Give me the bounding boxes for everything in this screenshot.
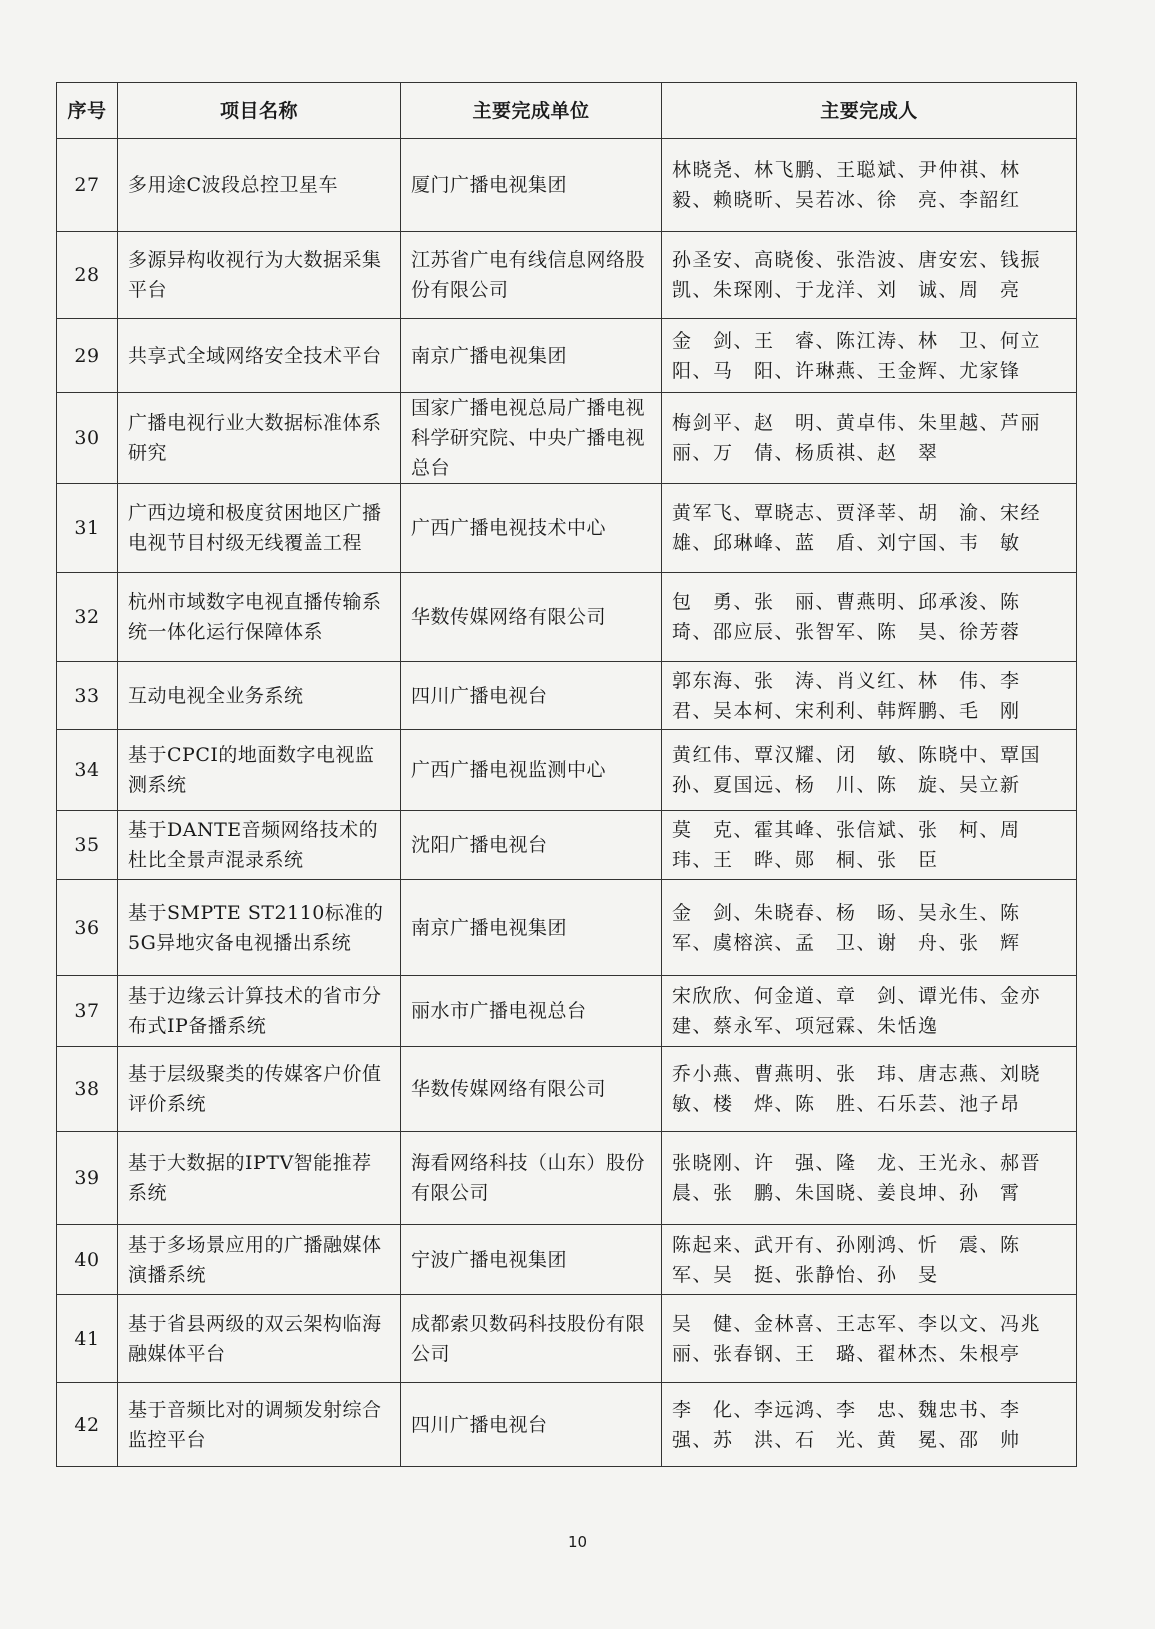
cell-project-name: 基于CPCI的地面数字电视监测系统 xyxy=(118,730,401,811)
cell-unit: 四川广播电视台 xyxy=(401,662,662,730)
table-row xyxy=(57,319,1077,393)
cell-unit: 华数传媒网络有限公司 xyxy=(401,573,662,662)
cell-project-name: 多用途C波段总控卫星车 xyxy=(118,139,401,232)
cell-project-name: 基于音频比对的调频发射综合监控平台 xyxy=(118,1383,401,1467)
cell-unit: 沈阳广播电视台 xyxy=(401,811,662,880)
cell-no: 42 xyxy=(57,1383,118,1467)
page-number: 10 xyxy=(567,1533,588,1551)
table-header-row xyxy=(57,83,1077,139)
cell-no: 38 xyxy=(57,1047,118,1132)
cell-project-name: 杭州市域数字电视直播传输系统一体化运行保障体系 xyxy=(118,573,401,662)
table-row xyxy=(57,880,1077,976)
header-no: 序号 xyxy=(57,83,118,139)
cell-project-name: 广播电视行业大数据标准体系研究 xyxy=(118,393,401,484)
table-body xyxy=(57,139,1077,1467)
cell-people: 莫 克、霍其峰、张信斌、张 柯、周 玮、王 晔、郧 桐、张 臣 xyxy=(662,811,1077,880)
cell-unit: 广西广播电视监测中心 xyxy=(401,730,662,811)
table-row xyxy=(57,662,1077,730)
header-unit: 主要完成单位 xyxy=(401,83,662,139)
cell-project-name: 基于省县两级的双云架构临海融媒体平台 xyxy=(118,1295,401,1383)
cell-people: 包 勇、张 丽、曹燕明、邱承浚、陈 琦、邵应辰、张智军、陈 昊、徐芳蓉 xyxy=(662,573,1077,662)
table-row xyxy=(57,1383,1077,1467)
cell-unit: 宁波广播电视集团 xyxy=(401,1225,662,1295)
cell-project-name: 互动电视全业务系统 xyxy=(118,662,401,730)
header-name: 项目名称 xyxy=(118,83,401,139)
cell-no: 35 xyxy=(57,811,118,880)
cell-no: 39 xyxy=(57,1132,118,1225)
cell-unit: 国家广播电视总局广播电视科学研究院、中央广播电视总台 xyxy=(401,393,662,484)
cell-unit: 海看网络科技（山东）股份有限公司 xyxy=(401,1132,662,1225)
awards-table xyxy=(56,82,1077,1467)
cell-people: 乔小燕、曹燕明、张 玮、唐志燕、刘晓敏、楼 烨、陈 胜、石乐芸、池子昂 xyxy=(662,1047,1077,1132)
cell-people: 吴 健、金林喜、王志军、李以文、冯兆丽、张春钢、王 璐、翟林杰、朱根亭 xyxy=(662,1295,1077,1383)
cell-people: 陈起来、武开有、孙刚鸿、忻 震、陈 军、吴 挺、张静怡、孙 旻 xyxy=(662,1225,1077,1295)
cell-people: 李 化、李远鸿、李 忠、魏忠书、李 强、苏 洪、石 光、黄 冕、邵 帅 xyxy=(662,1383,1077,1467)
cell-people: 孙圣安、高晓俊、张浩波、唐安宏、钱振凯、朱琛刚、于龙洋、刘 诚、周 亮 xyxy=(662,232,1077,319)
table-row xyxy=(57,1225,1077,1295)
table-row xyxy=(57,1295,1077,1383)
table-row xyxy=(57,976,1077,1047)
cell-project-name: 基于DANTE音频网络技术的杜比全景声混录系统 xyxy=(118,811,401,880)
cell-no: 31 xyxy=(57,484,118,573)
cell-no: 33 xyxy=(57,662,118,730)
cell-no: 29 xyxy=(57,319,118,393)
cell-people: 郭东海、张 涛、肖义红、林 伟、李 君、吴本柯、宋利利、韩辉鹏、毛 刚 xyxy=(662,662,1077,730)
cell-unit: 厦门广播电视集团 xyxy=(401,139,662,232)
cell-people: 宋欣欣、何金道、章 剑、谭光伟、金亦建、蔡永军、项冠霖、朱恬逸 xyxy=(662,976,1077,1047)
cell-people: 黄红伟、覃汉耀、闭 敏、陈晓中、覃国孙、夏国远、杨 川、陈 旋、吴立新 xyxy=(662,730,1077,811)
cell-unit: 广西广播电视技术中心 xyxy=(401,484,662,573)
cell-no: 32 xyxy=(57,573,118,662)
cell-people: 梅剑平、赵 明、黄卓伟、朱里越、芦丽丽、万 倩、杨质祺、赵 翠 xyxy=(662,393,1077,484)
header-people: 主要完成人 xyxy=(662,83,1077,139)
cell-project-name: 基于层级聚类的传媒客户价值评价系统 xyxy=(118,1047,401,1132)
cell-people: 黄军飞、覃晓志、贾泽莘、胡 渝、宋经雄、邱琳峰、蓝 盾、刘宁国、韦 敏 xyxy=(662,484,1077,573)
cell-project-name: 共享式全域网络安全技术平台 xyxy=(118,319,401,393)
cell-project-name: 基于边缘云计算技术的省市分布式IP备播系统 xyxy=(118,976,401,1047)
cell-people: 金 剑、朱晓春、杨 旸、吴永生、陈 军、虞榕滨、孟 卫、谢 舟、张 辉 xyxy=(662,880,1077,976)
cell-people: 林晓尧、林飞鹏、王聪斌、尹仲祺、林 毅、赖晓昕、吴若冰、徐 亮、李韶红 xyxy=(662,139,1077,232)
table-row xyxy=(57,139,1077,232)
cell-no: 34 xyxy=(57,730,118,811)
table-row xyxy=(57,573,1077,662)
table-row xyxy=(57,1047,1077,1132)
cell-unit: 华数传媒网络有限公司 xyxy=(401,1047,662,1132)
table-row xyxy=(57,232,1077,319)
cell-people: 张晓刚、许 强、隆 龙、王光永、郝晋晨、张 鹏、朱国晓、姜良坤、孙 霄 xyxy=(662,1132,1077,1225)
cell-no: 41 xyxy=(57,1295,118,1383)
table-row xyxy=(57,730,1077,811)
cell-project-name: 基于SMPTE ST2110标准的5G异地灾备电视播出系统 xyxy=(118,880,401,976)
cell-project-name: 多源异构收视行为大数据采集平台 xyxy=(118,232,401,319)
cell-unit: 南京广播电视集团 xyxy=(401,880,662,976)
cell-unit: 丽水市广播电视总台 xyxy=(401,976,662,1047)
cell-people: 金 剑、王 睿、陈江涛、林 卫、何立阳、马 阳、许琳燕、王金辉、尤家锋 xyxy=(662,319,1077,393)
cell-unit: 四川广播电视台 xyxy=(401,1383,662,1467)
cell-project-name: 基于多场景应用的广播融媒体演播系统 xyxy=(118,1225,401,1295)
cell-no: 30 xyxy=(57,393,118,484)
cell-no: 37 xyxy=(57,976,118,1047)
table-row xyxy=(57,811,1077,880)
cell-no: 28 xyxy=(57,232,118,319)
table-row xyxy=(57,484,1077,573)
table-row xyxy=(57,1132,1077,1225)
cell-project-name: 基于大数据的IPTV智能推荐系统 xyxy=(118,1132,401,1225)
cell-no: 27 xyxy=(57,139,118,232)
cell-no: 36 xyxy=(57,880,118,976)
cell-unit: 南京广播电视集团 xyxy=(401,319,662,393)
cell-no: 40 xyxy=(57,1225,118,1295)
cell-unit: 江苏省广电有线信息网络股份有限公司 xyxy=(401,232,662,319)
cell-project-name: 广西边境和极度贫困地区广播电视节目村级无线覆盖工程 xyxy=(118,484,401,573)
table-row xyxy=(57,393,1077,484)
cell-unit: 成都索贝数码科技股份有限公司 xyxy=(401,1295,662,1383)
